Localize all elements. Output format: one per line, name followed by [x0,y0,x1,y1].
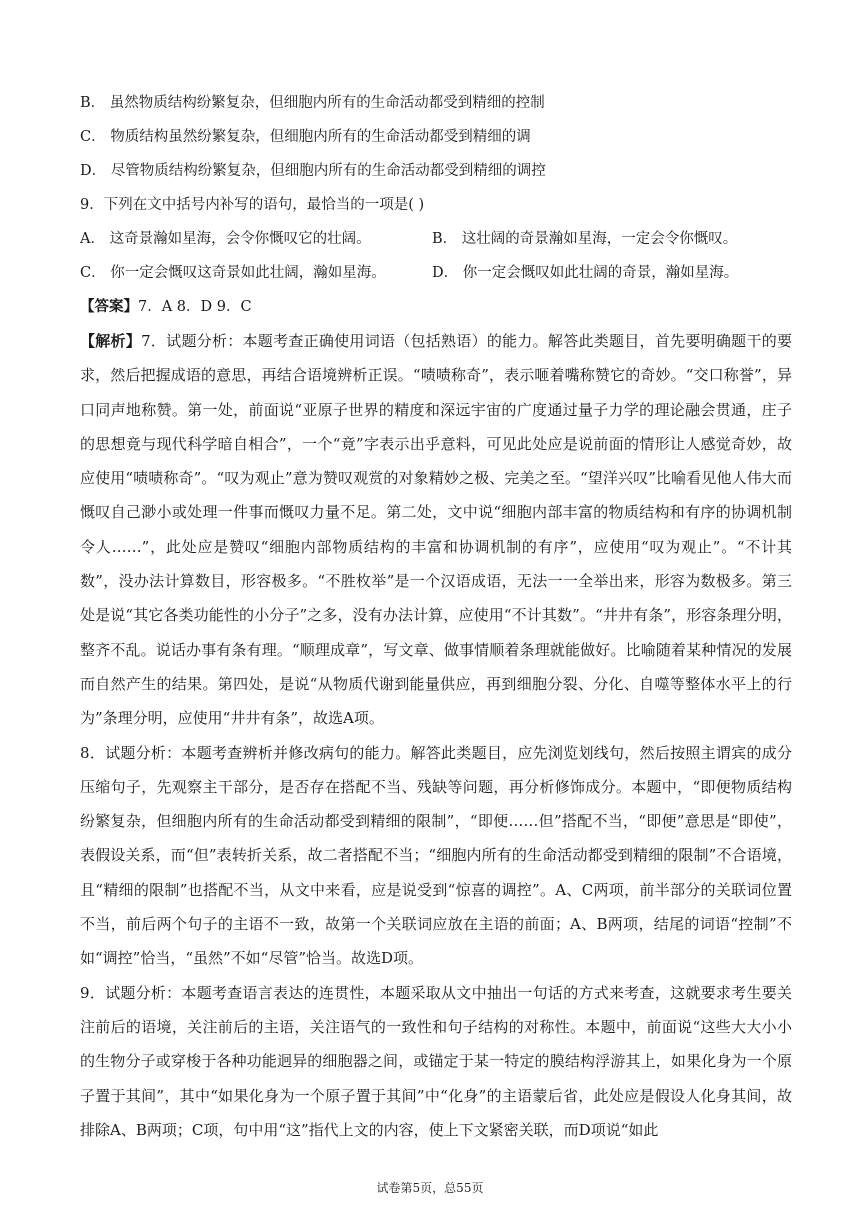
q9-option-d: D． 你一定会慨叹如此壮阔的奇景，瀚如星海。 [432,265,739,281]
q9-option-b: B． 这壮阔的奇景瀚如星海，一定会令你慨叹。 [432,231,738,247]
answer-line [80,290,792,324]
q8-option-b: B． 虽然物质结构纷繁复杂，但细胞内所有的生命活动都受到精细的控制 [80,95,545,111]
q9-option-c: C． 你一定会慨叹这奇景如此壮阔，瀚如星海。 [80,265,386,281]
analysis-q8: 8．试题分析：本题考查辨析并修改病句的能力。解答此类题目，应先浏览划线句，然后按照主谓宾的成分压缩句子，先观察主干部分，是否存在搭配不当、残缺等问题，再分析修饰成分。本题中，“即便物质结构纷繁复杂，但细胞内所有的生命活动都受到精细的限制”，“即便……但”搭配不当，“即便”意思是“即使”，表假设关系，而“但”表转折关系，故二者搭配不当；“细胞内所有的生命活动都受到精细的限制”不合语境，且“精细的限制”也搭配不当，从文中来看，应是说受到“惊喜的调控”。A、C两项，前半部分的关联词位置不当，前后两个句子的主语不一致，故第一个关联词应放在主语的前面；A、B两项，结尾的词语“控制”不如“调控”恰当，“虽然”不如“尽管”恰当。故选D项。 [80,743,792,968]
page-footer: 试卷第5页，总55页 [376,1181,484,1195]
analysis-q7 [80,324,792,736]
analysis-q9: 9．试题分析：本题考查语言表达的连贯性，本题采取从文中抽出一句话的方式来考查，这就要求考生要关注前后的语境，关注前后的主语，关注语气的一致性和句子结构的对称性。本题中，前面说“这些大大小小的生物分子或穿梭于各种功能迥异的细胞器之间，或锚定于某一特定的膜结构浮游其上，如果化身为一个原子置于其间”，其中“如果化身为一个原子置于其间”中“化身”的主语蒙后省，此处应是假设人化身其间，故排除A、B两项；C项，句中用“这”指代上文的内容，使上下文紧密关联，而D项说“如此 [80,983,792,1139]
answer-text: 7．A 8．D 9．C [138,299,252,315]
analysis-label: 【解析】 [80,332,142,350]
page-content [80,86,792,1147]
q9-option-a: A． 这奇景瀚如星海，会令你慨叹它的壮阔。 [80,231,371,247]
q9-options-row-1 [80,222,792,256]
q8-option-c: C． 物质结构虽然纷繁复杂，但细胞内所有的生命活动都受到精细的调 [80,129,531,145]
q9-stem: 9．下列在文中括号内补写的语句，最恰当的一项是( ) [80,197,425,213]
q8-option-d: D． 尽管物质结构纷繁复杂，但细胞内所有的生命活动都受到精细的调控 [80,163,546,179]
answer-label: 【答案】 [80,298,138,315]
analysis-q7-text: 7．试题分析：本题考查正确使用词语（包括熟语）的能力。解答此类题目，首先要明确题干的要求，然后把握成语的意思，再结合语境辨析正误。“啧啧称奇”，表示咂着嘴称赞它的奇妙。“交口称誉”，异口同声地称赞。第一处，前面说“亚原子世界的精度和深远宇宙的广度通过量子力学的理论融会贯通，庄子的思想竟与现代科学暗自相合”，一个“竟”字表示出乎意料，可见此处应是说前面的情形让人感觉奇妙，故应使用“啧啧称奇”。“叹为观止”意为赞叹观赏的对象精妙之极、完美之至。“望洋兴叹”比喻看见他人伟大而慨叹自己渺小或处理一件事而慨叹力量不足。第二处，文中说“细胞内部丰富的物质结构和有序的协调机制令人……”，此处应是赞叹“细胞内部物质结构的丰富和协调机制的有序”，应使用“叹为观止”。“不计其数”，没办法计算数目，形容极多。“不胜枚举”是一个汉语成语，无法一一全举出来，形容为数极多。第三处是说“其它各类功能性的小分子”之多，没有办法计算，应使用“不计其数”。“井井有条”，形容条理分明，整齐不乱。说话办事有条有理。“顺理成章”，写文章、做事情顺着条理就能做好。比喻随着某种情况的发展而自然产生的结果。第四处，是说“从物质代谢到能量供应，再到细胞分裂、分化、自噬等整体水平上的行为”条理分明，应使用“井井有条”，故选A项。 [80,332,792,728]
q9-options-row-2 [80,256,792,290]
